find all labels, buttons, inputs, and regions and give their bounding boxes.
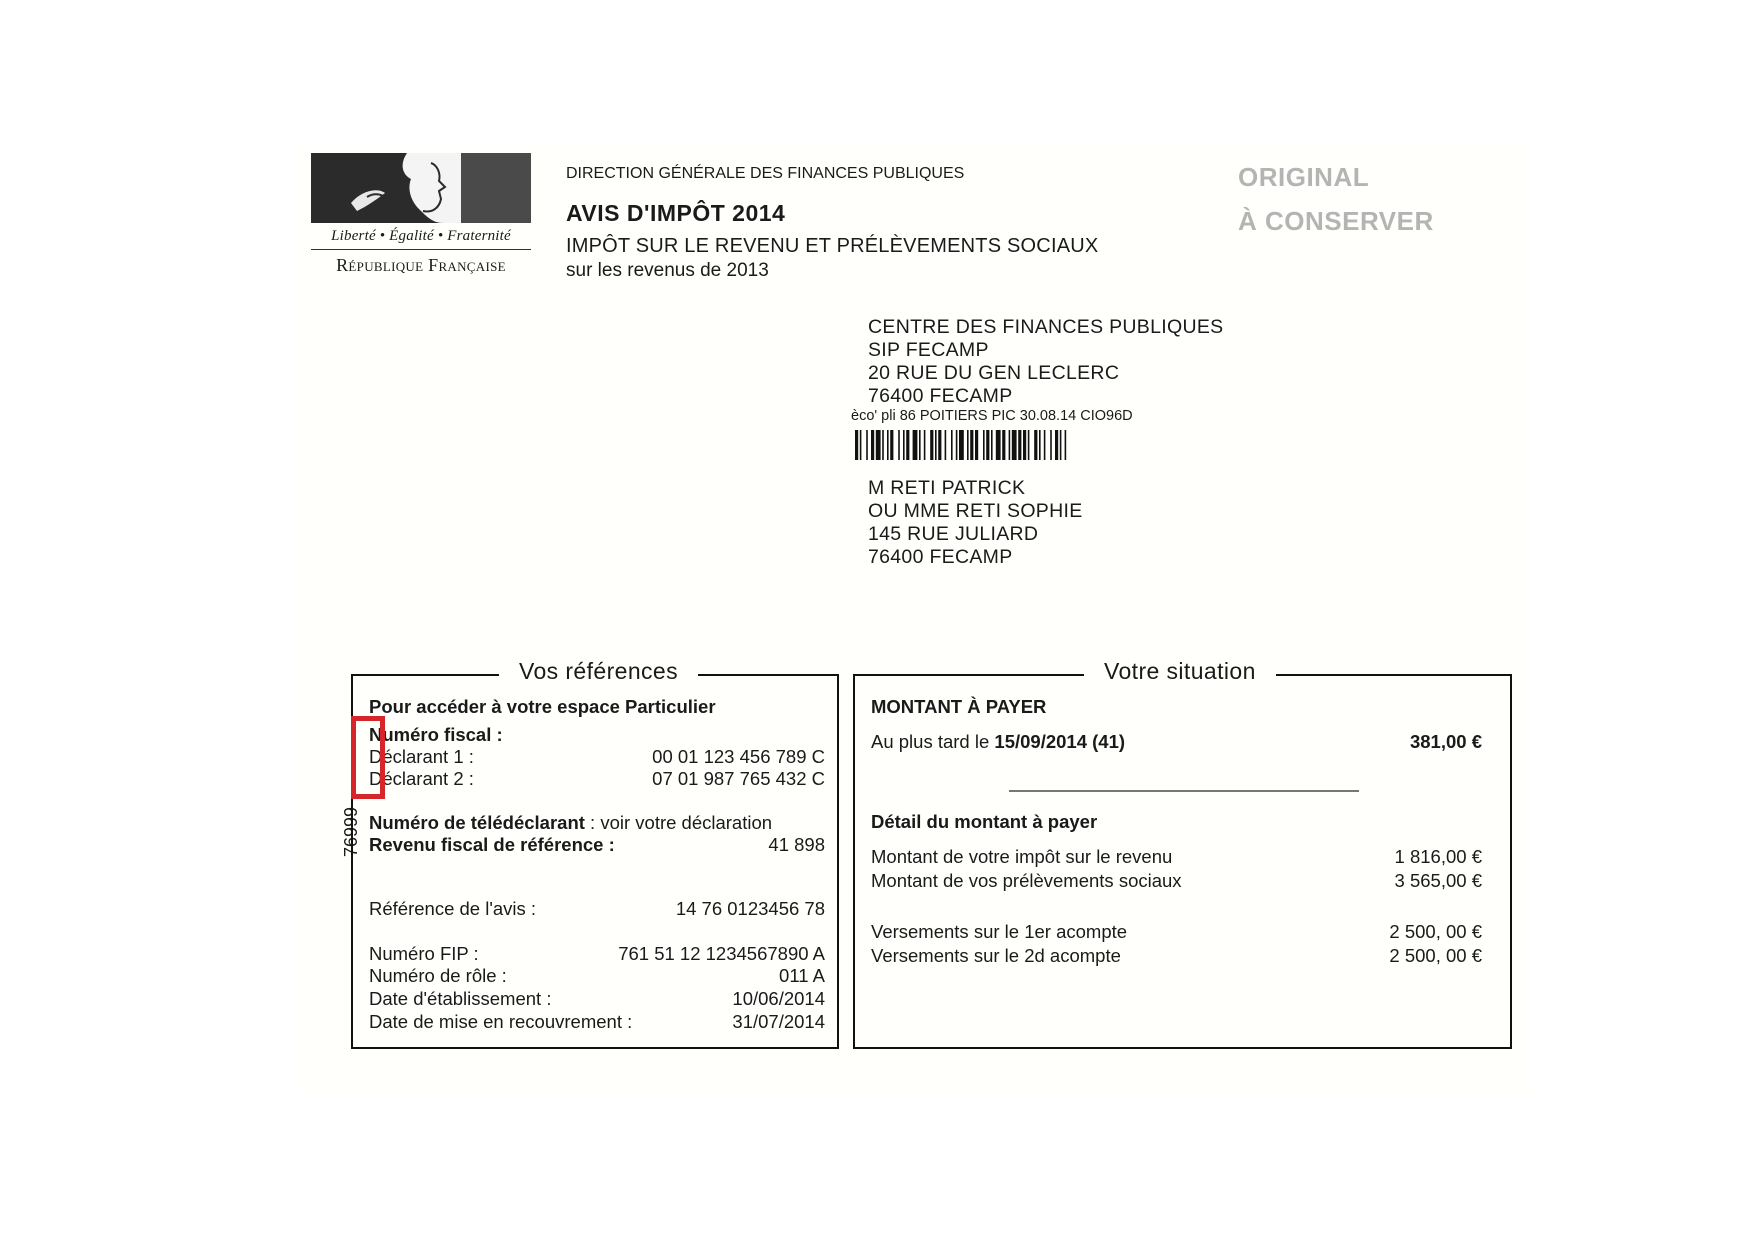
fip-label: Numéro FIP : xyxy=(369,943,479,964)
postal-barcode xyxy=(855,430,1105,460)
recouvrement-row xyxy=(369,1011,825,1033)
recipient-address xyxy=(868,477,1083,569)
declarant1-label: Déclarant 1 : xyxy=(369,746,474,767)
recipient-line: OU MME RETI SOPHIE xyxy=(868,500,1083,522)
role-label: Numéro de rôle : xyxy=(369,965,507,986)
declarant2-value: 07 01 987 765 432 C xyxy=(652,768,825,789)
rfr-value: 41 898 xyxy=(768,834,825,855)
ref-avis-label: Référence de l'avis : xyxy=(369,898,537,919)
deadline-date: 15/09/2014 (41) xyxy=(994,731,1126,752)
prelevements-row xyxy=(871,870,1482,892)
fip-row xyxy=(369,943,825,965)
montant-title: MONTANT À PAYER xyxy=(871,696,1047,717)
fip-value: 761 51 12 1234567890 A xyxy=(618,943,825,964)
situation-box xyxy=(853,658,1512,1049)
etablissement-label: Date d'établissement : xyxy=(369,988,552,1009)
declarant2-row xyxy=(369,768,825,790)
impot-row xyxy=(871,846,1482,868)
side-number: 76999 xyxy=(341,806,361,857)
deadline-row xyxy=(871,731,1482,753)
declarant2-label: Déclarant 2 : xyxy=(369,768,474,789)
recipient-line: M RETI PATRICK xyxy=(868,477,1026,499)
postal-code-line: èco' pli 86 POITIERS PIC 30.08.14 CIO96D xyxy=(851,408,1133,424)
montant-value: 381,00 € xyxy=(1409,731,1482,752)
direction-name: DIRECTION GÉNÉRALE DES FINANCES PUBLIQUES xyxy=(566,165,965,182)
declarant1-row xyxy=(369,746,825,768)
declarant1-value: 00 01 123 456 789 C xyxy=(652,746,825,767)
detail-title: Détail du montant à payer xyxy=(871,811,1098,832)
logo-motto: Liberté • Égalité • Fraternité xyxy=(331,228,511,244)
teledeclarant-row xyxy=(369,812,825,834)
impot-value: 1 816,00 € xyxy=(1394,846,1482,867)
situation-divider xyxy=(1009,790,1359,792)
role-row xyxy=(369,965,825,987)
logo-republic: République Française xyxy=(336,255,506,275)
sender-line: 76400 FECAMP xyxy=(868,385,1013,407)
teledeclarant-label: Numéro de télédéclarant xyxy=(369,812,585,833)
ref-avis-value: 14 76 0123456 78 xyxy=(675,898,825,919)
recipient-line: 76400 FECAMP xyxy=(868,546,1013,568)
teledeclarant-value: : voir votre déclaration xyxy=(584,812,773,833)
espace-particulier-label: Pour accéder à votre espace Particulier xyxy=(369,696,716,717)
acompte1-label: Versements sur le 1er acompte xyxy=(871,921,1128,942)
etablissement-row xyxy=(369,988,825,1010)
acompte2-row xyxy=(871,945,1482,967)
deadline-label: Au plus tard le 15/09/2014 (41) xyxy=(871,731,1126,752)
sender-line: 20 RUE DU GEN LECLERC xyxy=(868,362,1120,384)
prelevements-label: Montant de vos prélèvements sociaux xyxy=(871,870,1182,891)
numero-fiscal-label: Numéro fiscal : xyxy=(369,724,503,745)
stamp-line-1: ORIGINAL xyxy=(1238,162,1370,192)
recouvrement-value: 31/07/2014 xyxy=(732,1011,825,1032)
original-stamp xyxy=(1238,155,1434,243)
etablissement-value: 10/06/2014 xyxy=(732,988,825,1009)
situation-title: Votre situation xyxy=(1084,658,1276,685)
ref-avis-row xyxy=(369,898,825,920)
highlight-marker xyxy=(351,716,385,799)
acompte2-value: 2 500, 00 € xyxy=(1389,945,1482,966)
acompte1-row xyxy=(871,921,1482,943)
rfr-label: Revenu fiscal de référence : xyxy=(369,834,615,855)
sender-line: SIP FECAMP xyxy=(868,339,989,361)
stamp-line-2: À CONSERVER xyxy=(1238,206,1434,236)
sender-address xyxy=(868,316,1223,408)
rfr-row xyxy=(369,834,825,856)
document-title: AVIS D'IMPÔT 2014 xyxy=(566,200,786,226)
sender-line: CENTRE DES FINANCES PUBLIQUES xyxy=(868,316,1224,338)
references-title: Vos références xyxy=(499,658,698,685)
acompte2-label: Versements sur le 2d acompte xyxy=(871,945,1121,966)
impot-label: Montant de votre impôt sur le revenu xyxy=(871,846,1173,867)
recouvrement-label: Date de mise en recouvrement : xyxy=(369,1011,633,1032)
acompte1-value: 2 500, 00 € xyxy=(1389,921,1482,942)
document-subtitle: IMPÔT SUR LE REVENU ET PRÉLÈVEMENTS SOCIAUX xyxy=(566,235,1099,257)
logo-divider xyxy=(311,249,531,250)
marianne-logo xyxy=(311,153,531,223)
role-value: 011 A xyxy=(779,965,825,986)
prelevements-value: 3 565,00 € xyxy=(1394,870,1482,891)
income-year: sur les revenus de 2013 xyxy=(566,260,769,281)
references-box xyxy=(351,658,839,1049)
recipient-line: 145 RUE JULIARD xyxy=(868,523,1039,545)
